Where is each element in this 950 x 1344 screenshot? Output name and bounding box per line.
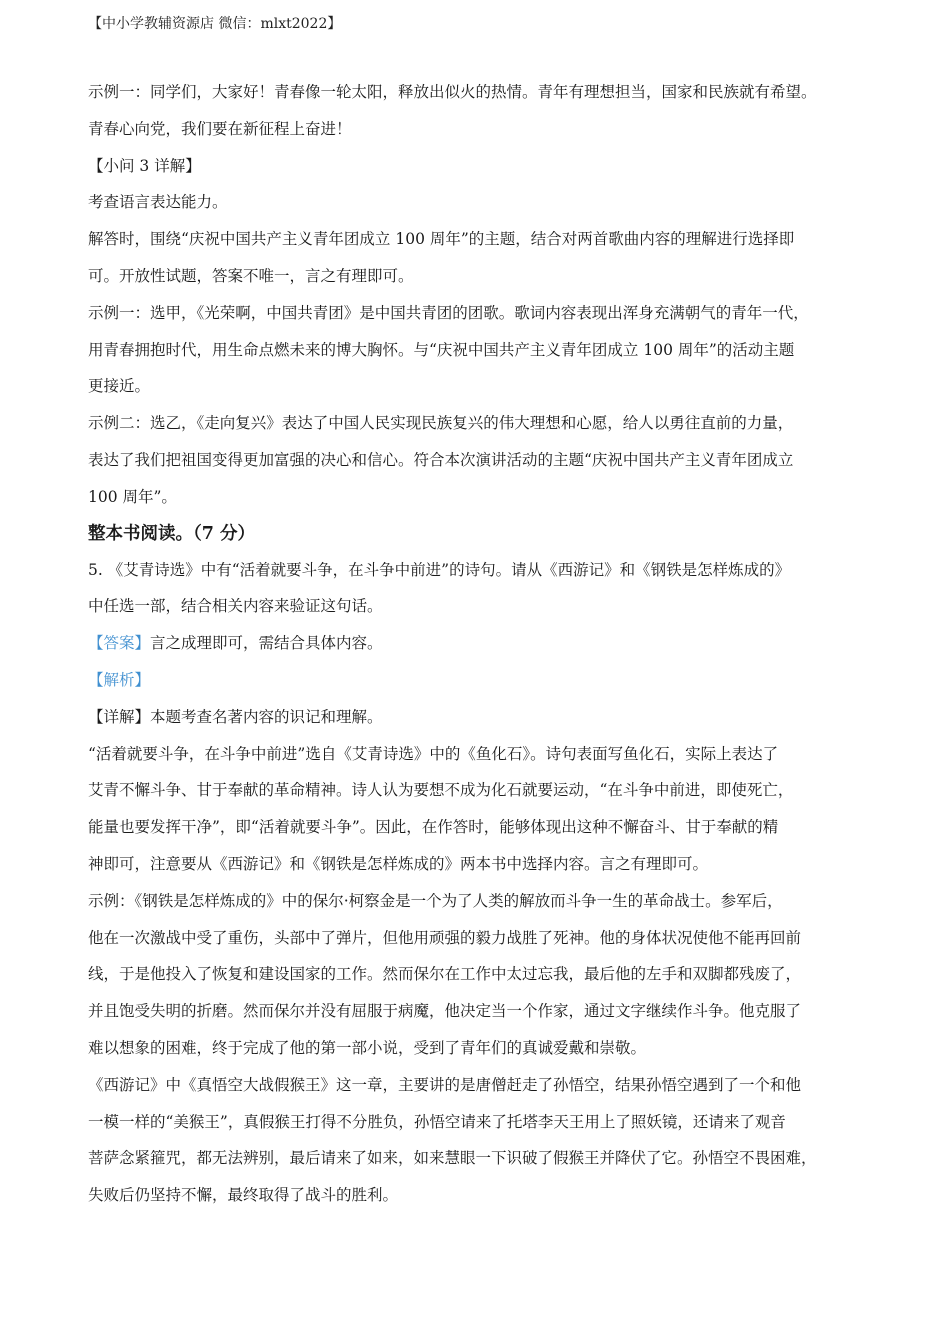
text-line: 用青春拥抱时代，用生命点燃未来的博大胸怀。与“庆祝中国共产主义青年团成立 100 周年”的活动主题 — [88, 340, 795, 359]
text-line: “活着就要斗争，在斗争中前进”选自《艾青诗选》中的《鱼化石》。诗句表面写鱼化石，实际上表达了 — [88, 744, 779, 763]
text-line: 《西游记》中《真悟空大战假猴王》这一章，主要讲的是唐僧赶走了孙悟空，结果孙悟空遇到了一个和他 — [88, 1075, 802, 1094]
text-line: 线，于是他投入了恢复和建设国家的工作。然而保尔在工作中太过忘我，最后他的左手和双脚都残废了， — [88, 965, 802, 984]
answer-label: 【答案】 — [88, 634, 151, 653]
document-body — [88, 74, 873, 1214]
section-label: 【小问 3 详解】 — [88, 156, 201, 175]
text-line: 更接近。 — [88, 377, 151, 396]
page-header: 【中小学教辅资源店 微信：mlxt2022】 — [88, 16, 342, 32]
section-heading: 整本书阅读。（7 分） — [88, 523, 256, 544]
text-line: 失败后仍坚持不懈，最终取得了战斗的胜利。 — [88, 1186, 399, 1205]
analysis-label: 【解析】 — [88, 670, 151, 689]
text-line: 示例二：选乙，《走向复兴》表达了中国人民实现民族复兴的伟大理想和心愿，给人以勇往直前的力量， — [88, 414, 794, 433]
text-line: 解答时，围绕“庆祝中国共产主义青年团成立 100 周年”的主题，结合对两首歌曲内容的理解进行选择即 — [88, 230, 795, 249]
text-line: 可。开放性试题，答案不唯一，言之有理即可。 — [88, 266, 414, 285]
text-line: 菩萨念紧箍咒，都无法辨别，最后请来了如来，如来慧眼一下识破了假猴王并降伏了它。孙悟空不畏困难， — [88, 1149, 817, 1168]
text-line: 示例：《钢铁是怎样炼成的》中的保尔·柯察金是一个为了人类的解放而斗争一生的革命战士。参军后， — [88, 891, 783, 910]
text-line: 能量也要发挥干净”，即“活着就要斗争”。因此，在作答时，能够体现出这种不懈奋斗、甘于奉献的精 — [88, 818, 779, 837]
text-line: 一模一样的“美猴王”，真假猴王打得不分胜负，孙悟空请来了托塔李天王用上了照妖镜，还请来了观音 — [88, 1112, 786, 1131]
text-line: 【详解】本题考查名著内容的识记和理解。 — [88, 707, 383, 726]
text-line: 表达了我们把祖国变得更加富强的决心和信心。符合本次演讲活动的主题“庆祝中国共产主义青年团成立 — [88, 450, 794, 469]
question-text: 5. 《艾青诗选》中有“活着就要斗争，在斗争中前进”的诗句。请从《西游记》和《钢铁是怎样炼成的》 — [88, 560, 791, 579]
answer-text: 言之成理即可，需结合具体内容。 — [150, 634, 383, 653]
text-line: 神即可，注意要从《西游记》和《钢铁是怎样炼成的》两本书中选择内容。言之有理即可。 — [88, 854, 709, 873]
text-line: 难以想象的困难，终于完成了他的第一部小说，受到了青年们的真诚爱戴和崇敬。 — [88, 1038, 647, 1057]
text-line: 他在一次激战中受了重伤，头部中了弹片，但他用顽强的毅力战胜了死神。他的身体状况使他不能再回前 — [88, 928, 802, 947]
text-line: 示例一：同学们，大家好！青春像一轮太阳，释放出似火的热情。青年有理想担当，国家和民族就有希望。 — [88, 83, 817, 101]
text-line: 考查语言表达能力。 — [88, 193, 228, 212]
text-line: 示例一：选甲，《光荣啊，中国共青团》是中国共青团的团歌。歌词内容表现出浑身充满朝气的青年一代， — [88, 303, 809, 322]
answer-line — [88, 625, 873, 662]
text-line: 青春心向党，我们要在新征程上奋进！ — [88, 119, 352, 138]
text-line: 艾青不懈斗争、甘于奉献的革命精神。诗人认为要想不成为化石就要运动，“在斗争中前进，即使死亡， — [88, 781, 794, 800]
text-line: 并且饱受失明的折磨。然而保尔并没有屈服于病魔，他决定当一个作家，通过文字继续作斗争。他克服了 — [88, 1002, 802, 1021]
question-text: 中任选一部，结合相关内容来验证这句话。 — [88, 597, 383, 616]
text-line: 100 周年”。 — [88, 487, 177, 506]
